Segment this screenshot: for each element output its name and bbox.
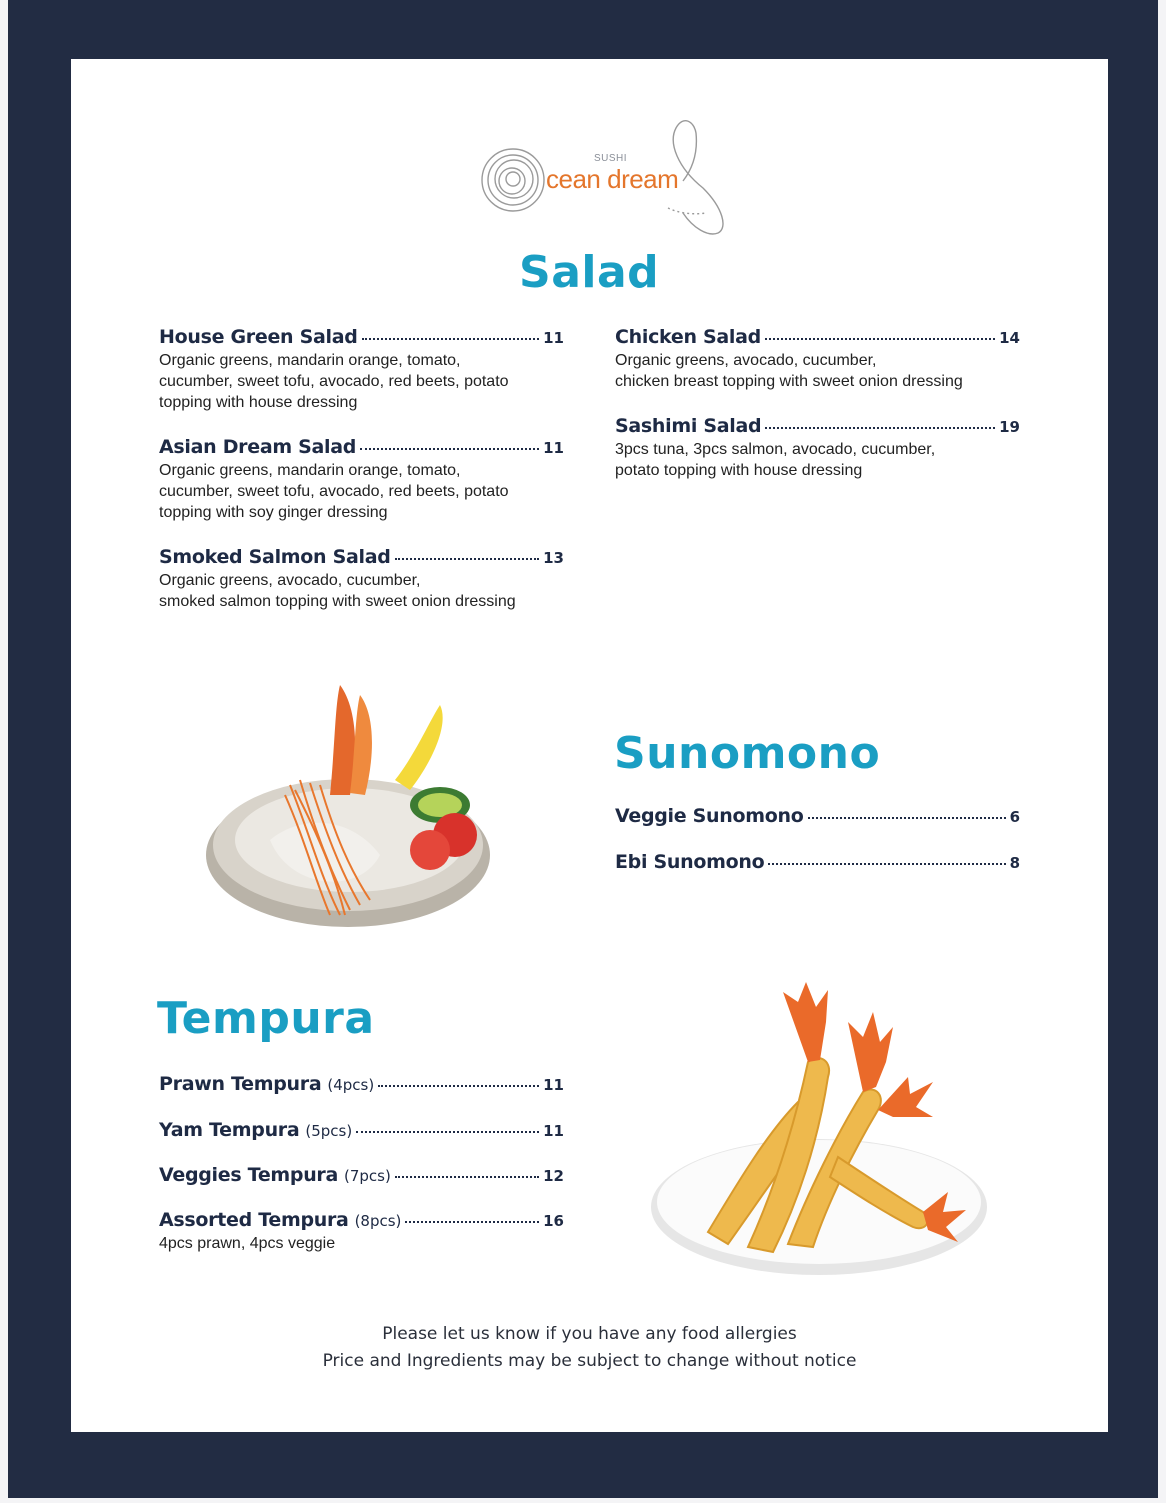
tempura-photo — [648, 982, 990, 1282]
leader-dots — [360, 448, 539, 450]
leader-dots — [356, 1131, 539, 1133]
item-price: 11 — [543, 1122, 564, 1140]
desc-line: chicken breast topping with sweet onion dressing — [615, 373, 963, 390]
desc-line: Organic greens, mandarin orange, tomato, — [159, 462, 461, 479]
item-price: 16 — [543, 1212, 564, 1230]
item-name: Sashimi Salad — [615, 415, 762, 437]
item-description — [615, 439, 1020, 481]
item-name: Prawn Tempura — [159, 1073, 322, 1095]
desc-line: Organic greens, mandarin orange, tomato, — [159, 352, 461, 369]
desc-line: Organic greens, avocado, cucumber, — [615, 352, 877, 369]
menu-item-ebi-sunomono — [615, 851, 1020, 873]
leader-dots — [765, 338, 995, 340]
menu-item-yam-tempura — [159, 1119, 564, 1141]
menu-item-smoked-salmon-salad — [159, 546, 564, 612]
allergy-notice: Please let us know if you have any food allergies — [382, 1324, 797, 1344]
logo-wordmark-rest: cean dream — [546, 164, 679, 194]
desc-line: cucumber, sweet tofu, avocado, red beets, potato — [159, 373, 509, 390]
item-quantity: (8pcs) — [354, 1212, 402, 1230]
item-price: 11 — [543, 329, 564, 347]
price-change-notice: Price and Ingredients may be subject to change without notice — [322, 1351, 857, 1371]
item-price: 6 — [1009, 808, 1020, 826]
leader-dots — [405, 1221, 539, 1223]
item-price: 11 — [543, 439, 564, 457]
item-price: 12 — [543, 1167, 564, 1185]
item-name: House Green Salad — [159, 326, 358, 348]
item-name: Smoked Salmon Salad — [159, 546, 391, 568]
desc-line: topping with soy ginger dressing — [159, 504, 388, 521]
leader-dots — [395, 558, 540, 560]
item-name: Asian Dream Salad — [159, 436, 357, 458]
item-quantity: (5pcs) — [305, 1122, 353, 1140]
footer-notice — [71, 1321, 1108, 1375]
sunomono-title: Sunomono — [614, 728, 881, 779]
item-quantity: (7pcs) — [344, 1167, 391, 1185]
item-quantity: (4pcs) — [327, 1076, 375, 1094]
menu-item-sashimi-salad — [615, 415, 1020, 481]
menu-item-asian-dream-salad — [159, 436, 564, 523]
menu-item-prawn-tempura — [159, 1073, 564, 1095]
item-price: 8 — [1009, 854, 1020, 872]
item-name: Veggie Sunomono — [615, 805, 804, 827]
leader-dots — [378, 1085, 539, 1087]
desc-line: smoked salmon topping with sweet onion dressing — [159, 593, 516, 610]
tempura-title: Tempura — [157, 993, 375, 1044]
item-price: 13 — [543, 549, 564, 567]
salad-title: Salad — [519, 247, 660, 298]
item-price: 14 — [999, 329, 1020, 347]
item-description — [159, 570, 564, 612]
logo-sushi-label: SUSHI — [594, 153, 628, 164]
menu-item-veggies-tempura — [159, 1164, 564, 1186]
leader-dots — [765, 427, 995, 429]
item-name: Veggies Tempura — [159, 1164, 339, 1186]
desc-line: potato topping with house dressing — [615, 462, 863, 479]
item-description — [159, 350, 564, 413]
leader-dots — [768, 863, 1005, 865]
sashimi-salad-photo — [200, 665, 500, 930]
item-description — [159, 460, 564, 523]
menu-item-veggie-sunomono — [615, 805, 1020, 827]
menu-item-chicken-salad — [615, 326, 1020, 392]
leader-dots — [395, 1176, 539, 1178]
item-price: 11 — [543, 1076, 564, 1094]
item-name: Ebi Sunomono — [615, 851, 765, 873]
leader-dots — [362, 338, 540, 340]
item-price: 19 — [999, 418, 1020, 436]
item-name: Chicken Salad — [615, 326, 761, 348]
menu-item-house-green-salad — [159, 326, 564, 413]
menu-item-assorted-tempura — [159, 1209, 564, 1254]
leader-dots — [808, 817, 1006, 819]
logo-wordmark — [546, 164, 678, 195]
desc-line: Organic greens, avocado, cucumber, — [159, 572, 421, 589]
desc-line: topping with house dressing — [159, 394, 358, 411]
desc-line: cucumber, sweet tofu, avocado, red beets, potato — [159, 483, 509, 500]
item-name: Assorted Tempura — [159, 1209, 349, 1231]
desc-line: 3pcs tuna, 3pcs salmon, avocado, cucumber, — [615, 441, 936, 458]
item-description: 4pcs prawn, 4pcs veggie — [159, 1235, 336, 1252]
item-name: Yam Tempura — [159, 1119, 300, 1141]
item-description — [615, 350, 1020, 392]
